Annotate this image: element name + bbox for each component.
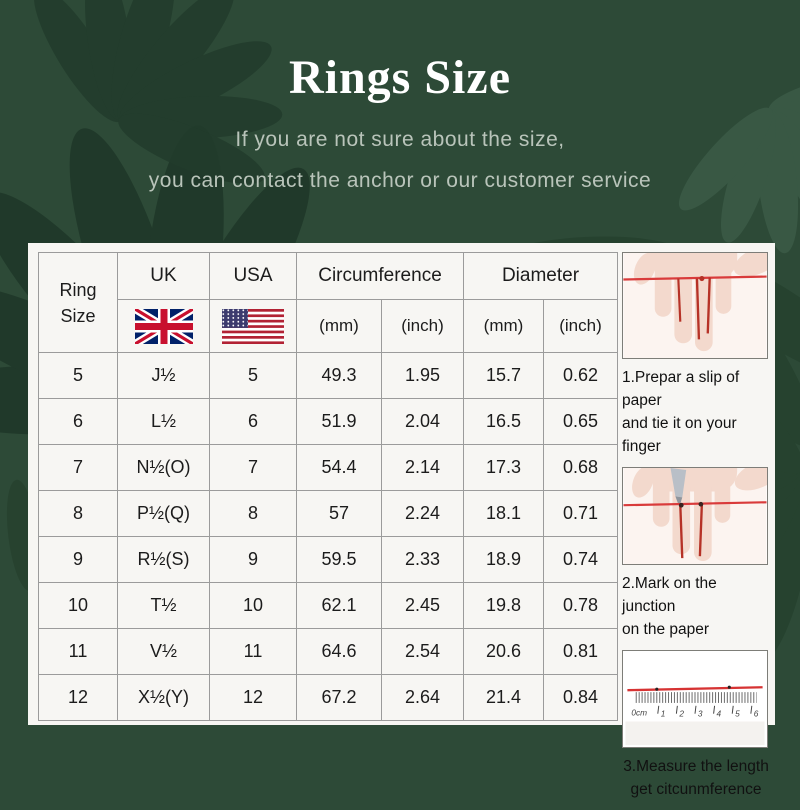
cell-usa-size: 12 <box>210 675 297 721</box>
cell-diameter-mm: 19.8 <box>464 583 544 629</box>
cell-diameter-mm: 20.6 <box>464 629 544 675</box>
header-circ-inch: (inch) <box>382 300 464 353</box>
cell-usa-size: 11 <box>210 629 297 675</box>
cell-usa-size: 8 <box>210 491 297 537</box>
cell-ring-size: 10 <box>39 583 118 629</box>
subtitle-line-1: If you are not sure about the size, <box>235 128 565 151</box>
step-2-text <box>622 572 770 641</box>
cell-diameter-mm: 15.7 <box>464 353 544 399</box>
cell-uk-size: R½(S) <box>118 537 210 583</box>
ruler-label-2: 2 <box>679 708 684 719</box>
cell-usa-size: 6 <box>210 399 297 445</box>
cell-uk-size: V½ <box>118 629 210 675</box>
cell-ring-size: 6 <box>39 399 118 445</box>
header-block <box>0 0 800 201</box>
step-2-line-1: 2.Mark on the junction <box>622 575 717 615</box>
cell-circumference-mm: 49.3 <box>297 353 382 399</box>
header-circ-mm: (mm) <box>297 300 382 353</box>
cell-circumference-inch: 2.04 <box>382 399 464 445</box>
cell-diameter-inch: 0.74 <box>544 537 618 583</box>
cell-circumference-inch: 2.14 <box>382 445 464 491</box>
table-row <box>39 491 618 537</box>
ruler-label-1: 1 <box>660 708 666 719</box>
cell-circumference-mm: 59.5 <box>297 537 382 583</box>
cell-diameter-inch: 0.81 <box>544 629 618 675</box>
ruler-label-0cm: 0cm <box>631 707 648 718</box>
step-3-line-2: get citcunmference <box>630 781 762 798</box>
cell-diameter-inch: 0.68 <box>544 445 618 491</box>
cell-diameter-mm: 21.4 <box>464 675 544 721</box>
cell-circumference-mm: 62.1 <box>297 583 382 629</box>
cell-uk-size: L½ <box>118 399 210 445</box>
ruler-label-4: 4 <box>716 708 722 719</box>
cell-ring-size: 5 <box>39 353 118 399</box>
header-dia-inch: (inch) <box>544 300 618 353</box>
cell-circumference-inch: 2.54 <box>382 629 464 675</box>
table-row <box>39 583 618 629</box>
cell-usa-size: 9 <box>210 537 297 583</box>
header-usa: USA <box>210 253 297 300</box>
table-row <box>39 353 618 399</box>
step-1-text <box>622 366 770 458</box>
cell-uk-size: P½(Q) <box>118 491 210 537</box>
step-1-line-2: and tie it on your finger <box>622 415 737 455</box>
cell-usa-size: 5 <box>210 353 297 399</box>
cell-diameter-inch: 0.65 <box>544 399 618 445</box>
cell-usa-size: 7 <box>210 445 297 491</box>
cell-circumference-inch: 1.95 <box>382 353 464 399</box>
measuring-instructions <box>622 252 770 810</box>
header-dia-mm: (mm) <box>464 300 544 353</box>
usa-flag-icon <box>222 309 284 344</box>
hand-with-paper-strip-photo <box>622 252 768 359</box>
cell-diameter-mm: 18.9 <box>464 537 544 583</box>
subtitle-line-2: you can contact the anchor or our customer service <box>148 169 652 192</box>
cell-ring-size: 8 <box>39 491 118 537</box>
cell-diameter-inch: 0.84 <box>544 675 618 721</box>
table-row <box>39 537 618 583</box>
cell-ring-size: 7 <box>39 445 118 491</box>
cell-usa-size: 10 <box>210 583 297 629</box>
cell-circumference-mm: 57 <box>297 491 382 537</box>
cell-uk-size: T½ <box>118 583 210 629</box>
ring-size-table <box>38 252 618 721</box>
cell-diameter-inch: 0.62 <box>544 353 618 399</box>
ruler-measuring-photo <box>622 650 768 748</box>
cell-diameter-mm: 17.3 <box>464 445 544 491</box>
cell-diameter-mm: 16.5 <box>464 399 544 445</box>
table-row <box>39 445 618 491</box>
pen-marking-junction-photo <box>622 467 768 565</box>
step-3-line-1: 3.Measure the length <box>623 758 769 775</box>
cell-circumference-inch: 2.64 <box>382 675 464 721</box>
cell-circumference-mm: 51.9 <box>297 399 382 445</box>
step-2-line-2: on the paper <box>622 621 710 638</box>
cell-circumference-mm: 64.6 <box>297 629 382 675</box>
cell-circumference-inch: 2.45 <box>382 583 464 629</box>
page-subtitle <box>0 119 800 201</box>
header-circumference: Circumference <box>297 253 464 300</box>
ruler-label-5: 5 <box>735 708 740 719</box>
cell-circumference-mm: 67.2 <box>297 675 382 721</box>
header-uk: UK <box>118 253 210 300</box>
header-ring-size <box>39 253 118 353</box>
page-title: Rings Size <box>288 51 511 104</box>
uk-flag-cell <box>118 300 210 353</box>
step-3-text <box>622 755 770 801</box>
table-row <box>39 675 618 721</box>
cell-diameter-inch: 0.71 <box>544 491 618 537</box>
cell-circumference-inch: 2.24 <box>382 491 464 537</box>
header-diameter: Diameter <box>464 253 618 300</box>
size-chart-panel <box>28 243 775 798</box>
cell-diameter-inch: 0.78 <box>544 583 618 629</box>
cell-ring-size: 11 <box>39 629 118 675</box>
cell-circumference-inch: 2.33 <box>382 537 464 583</box>
usa-flag-cell <box>210 300 297 353</box>
cell-circumference-mm: 54.4 <box>297 445 382 491</box>
cell-uk-size: J½ <box>118 353 210 399</box>
header-ring-size-line1: Ring <box>59 279 97 300</box>
ruler-label-6: 6 <box>753 708 759 719</box>
cell-diameter-mm: 18.1 <box>464 491 544 537</box>
uk-flag-icon <box>135 309 193 344</box>
header-ring-size-line2: Size <box>60 305 96 326</box>
ruler-label-3: 3 <box>697 708 703 719</box>
table-row <box>39 629 618 675</box>
cell-ring-size: 12 <box>39 675 118 721</box>
step-1-line-1: 1.Prepar a slip of paper <box>622 369 740 409</box>
cell-uk-size: X½(Y) <box>118 675 210 721</box>
table-row <box>39 399 618 445</box>
cell-uk-size: N½(O) <box>118 445 210 491</box>
cell-ring-size: 9 <box>39 537 118 583</box>
